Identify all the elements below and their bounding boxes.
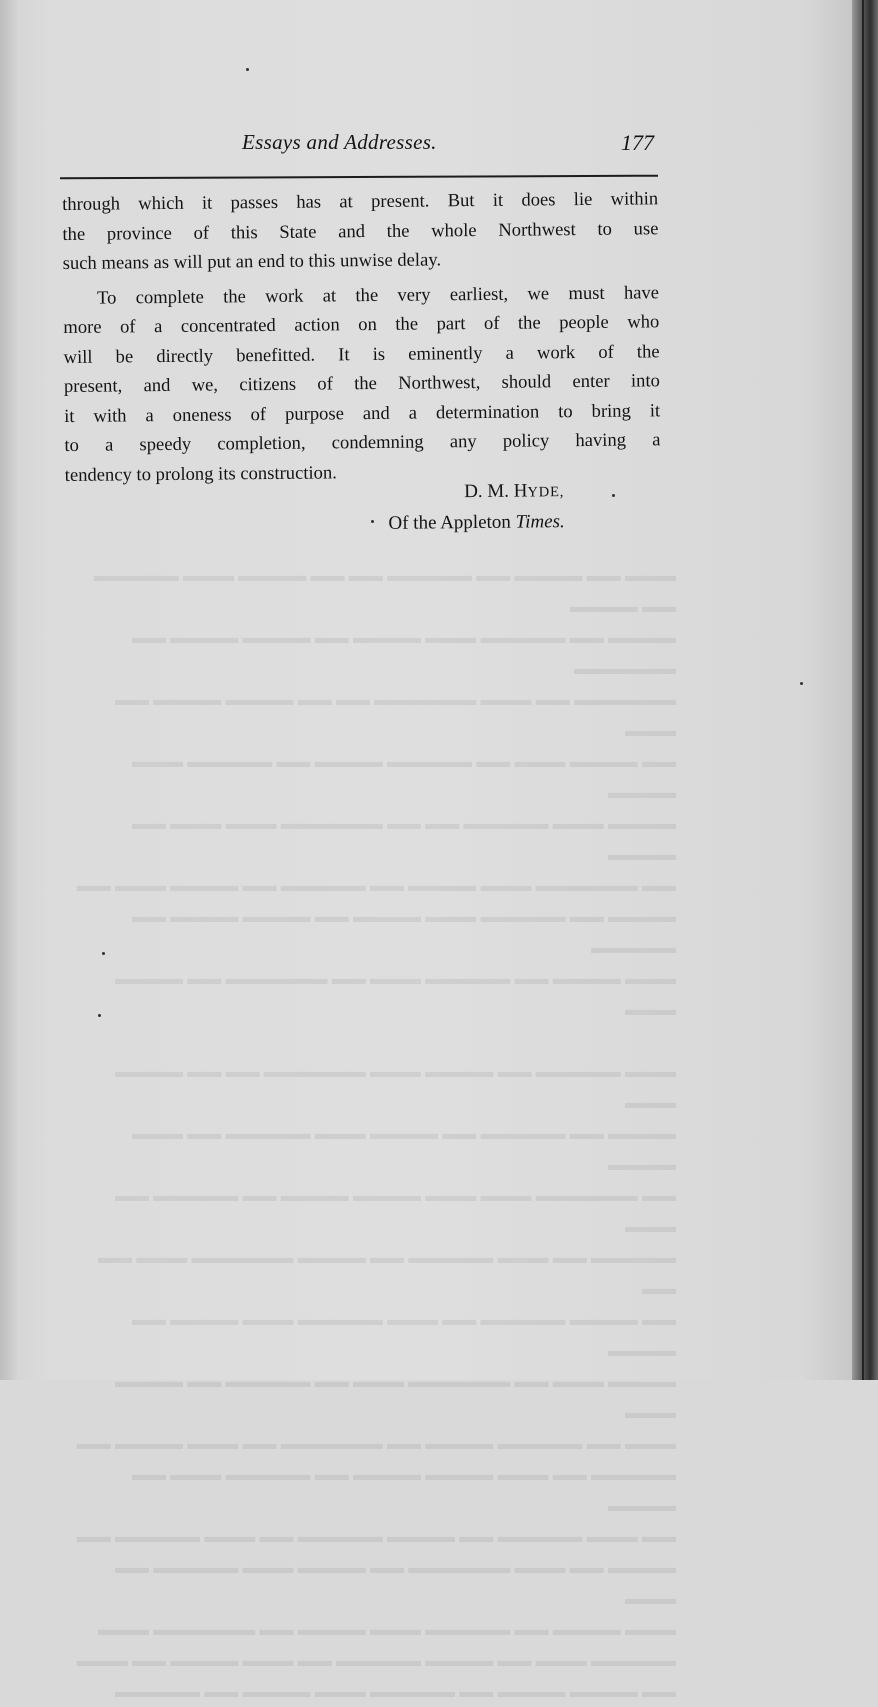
running-head-rule (60, 175, 658, 180)
paragraph-2 (63, 278, 661, 490)
text-line: it with a oneness of purpose and a determination to bring it (64, 399, 661, 427)
body-text (62, 184, 661, 490)
text-line: the province of this State and the whole Northwest to use (62, 217, 659, 245)
running-head (62, 128, 654, 160)
page-gutter-shadow (0, 0, 18, 1380)
text-line: will be directly benefitted. It is eminently a work of the (63, 340, 660, 368)
page-edge-line (862, 0, 864, 1380)
author-surname-smallcaps: YDE, (527, 484, 565, 501)
text-line: through which it passes has at present. But it does lie within (62, 188, 659, 215)
author-initials: D. M. H (464, 480, 528, 503)
running-head-title: Essays and Addresses. (242, 130, 437, 154)
print-speck (246, 68, 249, 71)
page-edge-shadow (852, 0, 878, 1380)
print-speck (102, 952, 105, 955)
text-line: more of a concentrated action on the part of the people who (63, 311, 660, 338)
affiliation-prefix: Of the Appleton (388, 511, 516, 534)
print-speck (371, 520, 374, 523)
paragraph-1 (62, 184, 659, 278)
text-line: tendency to prolong its construction. (64, 461, 337, 486)
text-line: such means as will put an end to this unwise delay. (62, 249, 442, 274)
show-through-texture: ▬▬▬ ▬▬ ▬▬▬▬ ▬▬ ▬▬▬▬▬ ▬▬ ▬▬ ▬▬▬▬ ▬▬▬ ▬▬▬▬▬ ▬▬ ▬▬▬▬ ▬▬▬▬ ▬▬ ▬▬▬▬▬ ▬▬▬ ▬▬▬▬ ▬▬ ▬▬▬▬ ▬▬▬▬ ▬▬ ▬▬▬▬▬▬ ▬▬▬▬▬▬ ▬▬ ▬▬▬ ▬▬▬▬▬▬ ▬▬ ▬▬ ▬▬▬▬ ▬▬▬▬ ▬▬ ▬▬▬ ▬▬ ▬▬▬▬ ▬▬▬ ▬▬ ▬▬▬▬▬ ▬▬▬▬ ▬▬ ▬▬▬▬▬ ▬▬▬ ▬▬▬▬ ▬▬▬▬ ▬▬▬ ▬▬▬▬▬ ▬▬ ▬▬ ▬▬▬▬▬▬ ▬▬▬ ▬▬▬ ▬▬ ▬▬▬▬ ▬▬ ▬▬▬▬▬▬ ▬▬▬ ▬▬▬▬ ▬▬ ▬▬▬▬▬ ▬▬ ▬▬▬▬ ▬▬▬ ▬▬ ▬▬▬▬ ▬▬ ▬▬▬▬▬ ▬▬▬ ▬▬▬▬ ▬▬ ▬▬▬▬ ▬▬▬▬ ▬▬ ▬▬▬▬▬ ▬▬▬ ▬▬▬▬ ▬▬ ▬▬▬▬▬ ▬▬▬ ▬▬ ▬▬▬▬▬▬ ▬▬ ▬▬▬▬ ▬▬▬ ▬▬▬ ▬▬▬▬▬ ▬▬ ▬▬▬▬ ▬▬▬ ▬▬▬▬▬▬ ▬▬ ▬▬ ▬▬▬▬ ▬▬▬ ▬▬▬▬ ▬▬ ▬▬▬▬▬ ▬▬ ▬▬▬▬ ▬▬▬ ▬▬▬▬▬ ▬▬ ▬▬▬ ▬▬▬▬ ▬▬ ▬▬▬▬▬▬ ▬▬▬ ▬▬▬ ▬▬▬▬ ▬▬▬▬ ▬▬ ▬▬▬▬▬ ▬▬ ▬▬▬ ▬▬▬▬▬ ▬▬ ▬▬▬ ▬▬▬▬▬ ▬▬ ▬▬▬▬ ▬▬▬▬▬▬ ▬▬▬ ▬▬ ▬▬ ▬▬ ▬▬▬▬ ▬▬▬▬▬ ▬▬ ▬▬▬ ▬▬▬▬▬ ▬▬▬ ▬▬▬▬ ▬▬ ▬▬▬▬ ▬▬▬▬ ▬▬▬ ▬▬ ▬▬▬▬▬▬ ▬▬▬ ▬▬ ▬▬▬▬▬ ▬▬ ▬▬▬▬ ▬▬▬ ▬▬▬ ▬▬ ▬▬▬▬▬ ▬▬▬▬ ▬▬ ▬▬▬▬▬▬ ▬▬ ▬▬▬ ▬▬▬▬ ▬▬ ▬▬▬▬▬ ▬▬ ▬▬▬ ▬▬▬▬ ▬▬▬▬ ▬▬ ▬▬▬▬▬ ▬▬▬ ▬▬ ▬▬▬▬ ▬▬ ▬▬▬ ▬▬▬▬▬ ▬▬ ▬▬▬▬ ▬▬▬▬▬ ▬▬ ▬▬▬ ▬▬▬▬▬ ▬▬ ▬▬▬▬ ▬▬ ▬▬▬ ▬▬▬▬▬▬ ▬▬ ▬▬▬▬ ▬▬▬ ▬▬▬▬▬ ▬▬ ▬▬▬ ▬▬▬ ▬▬▬▬ ▬▬ ▬▬▬▬▬ ▬▬▬ ▬▬▬▬ ▬▬ ▬▬▬▬▬▬ ▬▬▬ ▬▬▬▬▬ ▬▬▬ ▬▬ ▬▬▬▬ ▬▬▬▬▬ ▬▬ ▬▬▬ ▬▬▬▬ ▬▬ ▬▬▬ ▬▬ ▬▬▬▬ ▬▬▬▬ ▬▬ ▬▬▬▬▬ ▬▬▬ ▬▬▬▬ ▬▬ ▬▬▬▬▬ (76, 566, 676, 1701)
text-line: To complete the work at the very earliest, we must have (96, 281, 660, 309)
page-number: 177 (621, 130, 654, 155)
author-affiliation (372, 506, 662, 539)
text-line: to a speedy completion, condemning any policy having a (64, 429, 661, 456)
newspaper-name: Times. (515, 511, 565, 533)
print-speck (98, 1014, 101, 1017)
signature-block (372, 475, 663, 539)
author-name (372, 475, 662, 509)
print-speck (800, 682, 803, 685)
text-line: present, and we, citizens of the Northwest, should enter into (63, 370, 660, 397)
print-speck (612, 494, 615, 497)
